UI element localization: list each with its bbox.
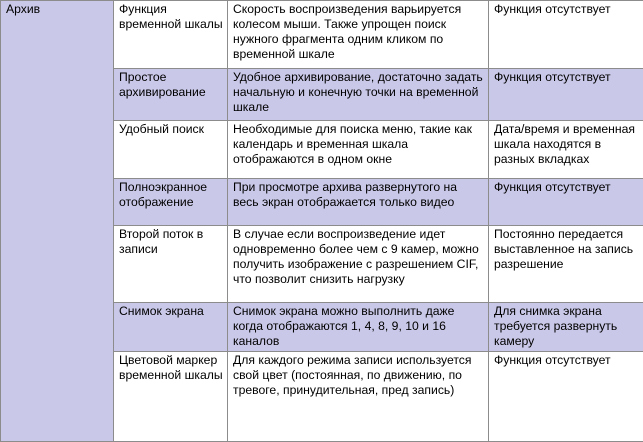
table-row bbox=[1, 1, 643, 69]
competitor-note: Функция отсутствует bbox=[489, 69, 643, 121]
feature-description: Снимок экрана можно выполнить даже когда отображаются 1, 4, 8, 9, 10 и 16 каналов bbox=[228, 303, 489, 352]
competitor-note: Функция отсутствует bbox=[489, 1, 643, 69]
competitor-note: Функция отсутствует bbox=[489, 179, 643, 226]
feature-name: Второй поток в записи bbox=[114, 226, 228, 303]
feature-description: В случае если воспроизведение идет одновременно более чем с 9 камер, можно получить изображение с разрешением CIF, что позволит снизить нагрузку bbox=[228, 226, 489, 303]
feature-name: Удобный поиск bbox=[114, 121, 228, 179]
competitor-note: Дата/время и временная шкала находятся в разных вкладках bbox=[489, 121, 643, 179]
feature-description: Для каждого режима записи используется свой цвет (постоянная, по движению, по тревоге, принудительная, пред запись) bbox=[228, 352, 489, 442]
feature-description: Удобное архивирование, достаточно задать начальную и конечную точки на временной шкале bbox=[228, 69, 489, 121]
feature-name: Снимок экрана bbox=[114, 303, 228, 352]
feature-name: Простое архивирование bbox=[114, 69, 228, 121]
feature-description: При просмотре архива развернутого на весь экран отображается только видео bbox=[228, 179, 489, 226]
feature-name: Функция временной шкалы bbox=[114, 1, 228, 69]
feature-name: Полноэкранное отображение bbox=[114, 179, 228, 226]
competitor-note: Для снимка экрана требуется развернуть камеру bbox=[489, 303, 643, 352]
competitor-note: Постоянно передается выставленное на запись разрешение bbox=[489, 226, 643, 303]
feature-description: Скорость воспроизведения варьируется колесом мыши. Также упрощен поиск нужного фрагмента одним кликом по временной шкале bbox=[228, 1, 489, 69]
feature-name: Цветовой маркер временной шкалы bbox=[114, 352, 228, 442]
feature-description: Необходимые для поиска меню, такие как календарь и временная шкала отображаются в одном окне bbox=[228, 121, 489, 179]
section-label: Архив bbox=[1, 1, 114, 442]
competitor-note: Функция отсутствует bbox=[489, 352, 643, 442]
